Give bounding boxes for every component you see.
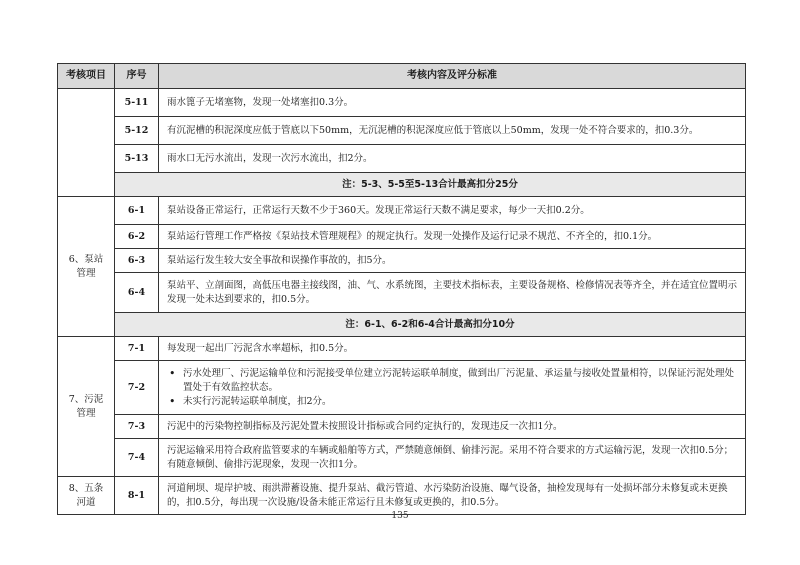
row-no: 5-12	[115, 117, 159, 145]
bullet-item: • 未实行污泥转运联单制度，扣2分。	[177, 395, 737, 409]
table-row	[58, 361, 746, 415]
table-row	[58, 439, 746, 477]
row-no: 7-1	[115, 337, 159, 361]
row-no: 7-2	[115, 361, 159, 415]
page-number: 135	[391, 511, 409, 521]
table-row	[58, 225, 746, 249]
row-no: 6-1	[115, 197, 159, 225]
header-project: 考核项目	[58, 64, 115, 89]
project-five-rivers: 8、五条河道	[58, 477, 115, 515]
project-sludge: 7、污泥管理	[58, 337, 115, 477]
table-row	[58, 117, 746, 145]
note-row	[58, 313, 746, 337]
table-row	[58, 89, 746, 117]
table-row	[58, 337, 746, 361]
project-cell-5-cont	[58, 89, 115, 197]
table-row	[58, 273, 746, 313]
row-no: 7-4	[115, 439, 159, 477]
table-row	[58, 197, 746, 225]
table-row	[58, 477, 746, 515]
row-text: 泵站平、立剖面图，高低压电器主接线图，油、气、水系统图，主要技术指标表，主要设备规格、检修情况表等齐全，并在适宜位置明示发现一处未达到要求的，扣0.5分。	[159, 273, 746, 313]
row-no: 6-3	[115, 249, 159, 273]
row-text: 泵站运行发生较大安全事故和误操作事故的，扣5分。	[159, 249, 746, 273]
row-text-bullets	[159, 361, 746, 415]
table-row	[58, 415, 746, 439]
row-text: 有沉泥槽的积泥深度应低于管底以下50mm，无沉泥槽的积泥深度应低于管底以上50mm，发现一处不符合要求的，扣0.3分。	[159, 117, 746, 145]
row-text: 污泥运输采用符合政府监管要求的车辆或船舶等方式，严禁随意倾倒、偷排污泥。采用不符合要求的方式运输污泥，发现一次扣0.5分；有随意倾倒、偷排污泥现象，发现一次扣1分。	[159, 439, 746, 477]
table-row	[58, 145, 746, 173]
header-no: 序号	[115, 64, 159, 89]
bullet-item: • 污水处理厂、污泥运输单位和污泥接受单位建立污泥转运联单制度，做到出厂污泥量、承运量与接收处置量相符，以保证污泥处理处置处于有效监控状态。	[177, 367, 737, 395]
row-text: 污泥中的污染物控制指标及污泥处置未按照设计指标或合同约定执行的，发现违反一次扣1分。	[159, 415, 746, 439]
header-content: 考核内容及评分标准	[159, 64, 746, 89]
header-row	[58, 64, 746, 89]
project-pump-station: 6、泵站管理	[58, 197, 115, 337]
table-row	[58, 249, 746, 273]
row-no: 5-11	[115, 89, 159, 117]
bullet-list	[167, 367, 737, 409]
row-text: 雨水篦子无堵塞物，发现一处堵塞扣0.3分。	[159, 89, 746, 117]
note-text: 注：6-1、6-2和6-4合计最高扣分10分	[115, 313, 746, 337]
row-text: 每发现一起出厂污泥含水率超标，扣0.5分。	[159, 337, 746, 361]
row-text: 泵站运行管理工作严格按《泵站技术管理规程》的规定执行。发现一处操作及运行记录不规范、不齐全的，扣0.1分。	[159, 225, 746, 249]
row-text: 雨水口无污水流出，发现一次污水流出，扣2分。	[159, 145, 746, 173]
row-no: 6-4	[115, 273, 159, 313]
row-no: 6-2	[115, 225, 159, 249]
note-row	[58, 173, 746, 197]
row-text: 泵站设备正常运行，正常运行天数不少于360天。发现正常运行天数不满足要求，每少一天扣0.2分。	[159, 197, 746, 225]
row-no: 5-13	[115, 145, 159, 173]
note-text: 注：5-3、5-5至5-13合计最高扣分25分	[115, 173, 746, 197]
row-no: 7-3	[115, 415, 159, 439]
row-no: 8-1	[115, 477, 159, 515]
row-text: 河道闸坝、堤岸护坡、雨洪滞蓄设施、提升泵站、截污管道、水污染防治设施、曝气设备，抽检发现每有一处损坏部分未修复或未更换的，扣0.5分，每出现一次设施/设备未能正常运行且未修复或更换的，扣0.5分。	[159, 477, 746, 515]
scoring-table	[57, 63, 746, 515]
